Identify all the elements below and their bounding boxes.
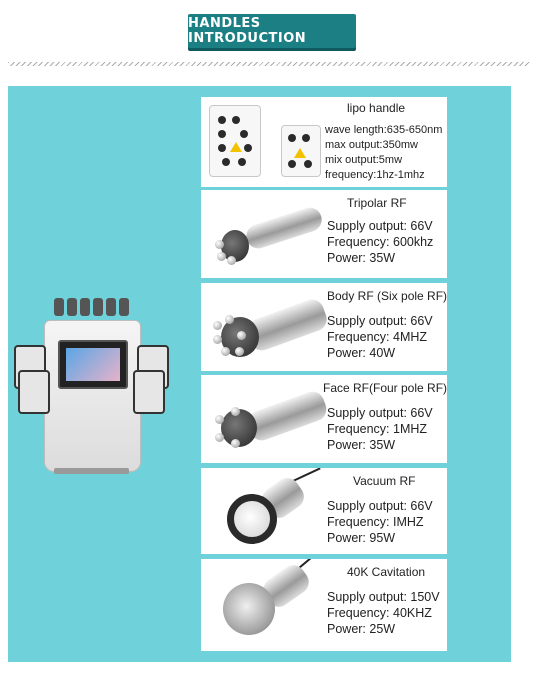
handle-specs (327, 498, 433, 546)
handle-title: Face RF(Four pole RF) (323, 381, 447, 395)
handle-specs (327, 405, 433, 453)
handle-card-face-rf (201, 375, 447, 463)
handle-specs (327, 589, 440, 637)
spec-line: Frequency: 40KHZ (327, 606, 432, 620)
hatched-divider (8, 62, 530, 66)
spec-line: max output:350mw (325, 139, 418, 151)
handle-specs (325, 123, 442, 183)
spec-line: Power: 35W (327, 251, 396, 265)
lipo-pad-small-image (281, 125, 321, 177)
spec-line: Power: 25W (327, 622, 396, 636)
spec-line: Frequency: 4MHZ (327, 330, 428, 344)
spec-line: Supply output: 66V (327, 406, 433, 420)
machine-image (14, 290, 169, 480)
spec-line: Supply output: 66V (327, 219, 433, 233)
handle-card-lipo (201, 97, 447, 187)
machine-screen (58, 340, 128, 389)
tripolar-probe-image (207, 200, 327, 270)
handle-title: Vacuum RF (353, 474, 416, 488)
cavitation-probe-image (207, 561, 327, 649)
spec-line: Power: 35W (327, 438, 396, 452)
spec-line: Frequency: 600khz (327, 235, 434, 249)
spec-line: Frequency: IMHZ (327, 515, 424, 529)
spec-line: Power: 95W (327, 531, 396, 545)
spec-line: Power: 40W (327, 346, 396, 360)
handle-card-40k-cavitation (201, 559, 447, 651)
handle-specs (327, 218, 433, 266)
handle-specs (327, 313, 433, 361)
handle-card-body-rf (201, 283, 447, 371)
spec-line: mix output:5mw (325, 154, 403, 166)
vacuum-rf-probe-image (207, 472, 327, 552)
handle-title: Body RF (Six pole RF) (327, 289, 447, 303)
handle-title: 40K Cavitation (347, 565, 426, 579)
handle-title: Tripolar RF (347, 196, 407, 210)
body-rf-probe-image (207, 289, 327, 367)
spec-line: Supply output: 66V (327, 314, 433, 328)
spec-line: Frequency: 1MHZ (327, 422, 428, 436)
section-banner (188, 14, 356, 48)
machine-left-pad (18, 370, 50, 414)
spec-line: wave length:635-650nm (325, 124, 443, 136)
machine-top-handles (54, 298, 129, 320)
spec-line: Supply output: 66V (327, 499, 433, 513)
handle-card-vacuum-rf (201, 468, 447, 554)
face-rf-probe-image (207, 381, 327, 459)
handle-card-tripolar-rf (201, 190, 447, 278)
handle-title: lipo handle (347, 101, 406, 115)
lipo-pad-image (209, 105, 261, 177)
spec-line: frequency:1hz-1mhz (325, 169, 425, 181)
machine-base (54, 468, 129, 474)
spec-line: Supply output: 150V (327, 590, 440, 604)
machine-right-pad (133, 370, 165, 414)
banner-title: HANDLES INTRODUCTION (188, 16, 307, 46)
